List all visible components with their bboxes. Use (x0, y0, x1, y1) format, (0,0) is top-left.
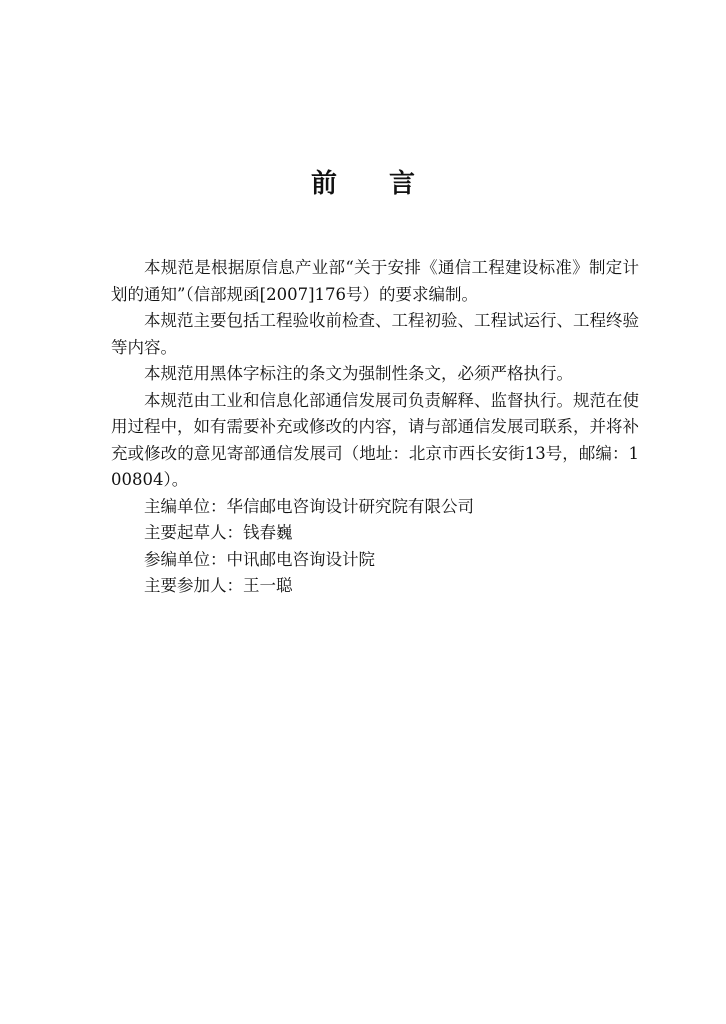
main-participant: 主要参加人：王一聪 (144, 576, 293, 595)
title-char-1: 前 (310, 169, 337, 199)
chief-drafter: 主要起草人：钱春巍 (144, 523, 293, 542)
foreword-body (111, 255, 639, 600)
chief-editing-unit: 主编单位：华信邮电咨询设计研究院有限公司 (144, 496, 474, 516)
title-char-2: 言 (389, 169, 416, 199)
paragraph-interpretation: 本规范由工业和信息化部通信发展司负责解释、监督执行。规范在使用过程中，如有需要补充或修改的内容，请与部通信发展司联系，并将补充或修改的意见寄部通信发展司（地址：北京市西长安街13号，邮编：100804）。 (111, 390, 639, 489)
paragraph-content: 本规范主要包括工程验收前检查、工程初验、工程试运行、工程终验等内容。 (111, 311, 639, 357)
page-title (0, 163, 726, 200)
participating-unit: 参编单位：中讯邮电咨询设计院 (144, 549, 375, 569)
paragraph-basis: 本规范是根据原信息产业部“关于安排《通信工程建设标准》制定计划的通知”（信部规函[2007]176号）的要求编制。 (111, 258, 639, 304)
paragraph-mandatory: 本规范用黑体字标注的条文为强制性条文，必须严格执行。 (144, 364, 573, 383)
